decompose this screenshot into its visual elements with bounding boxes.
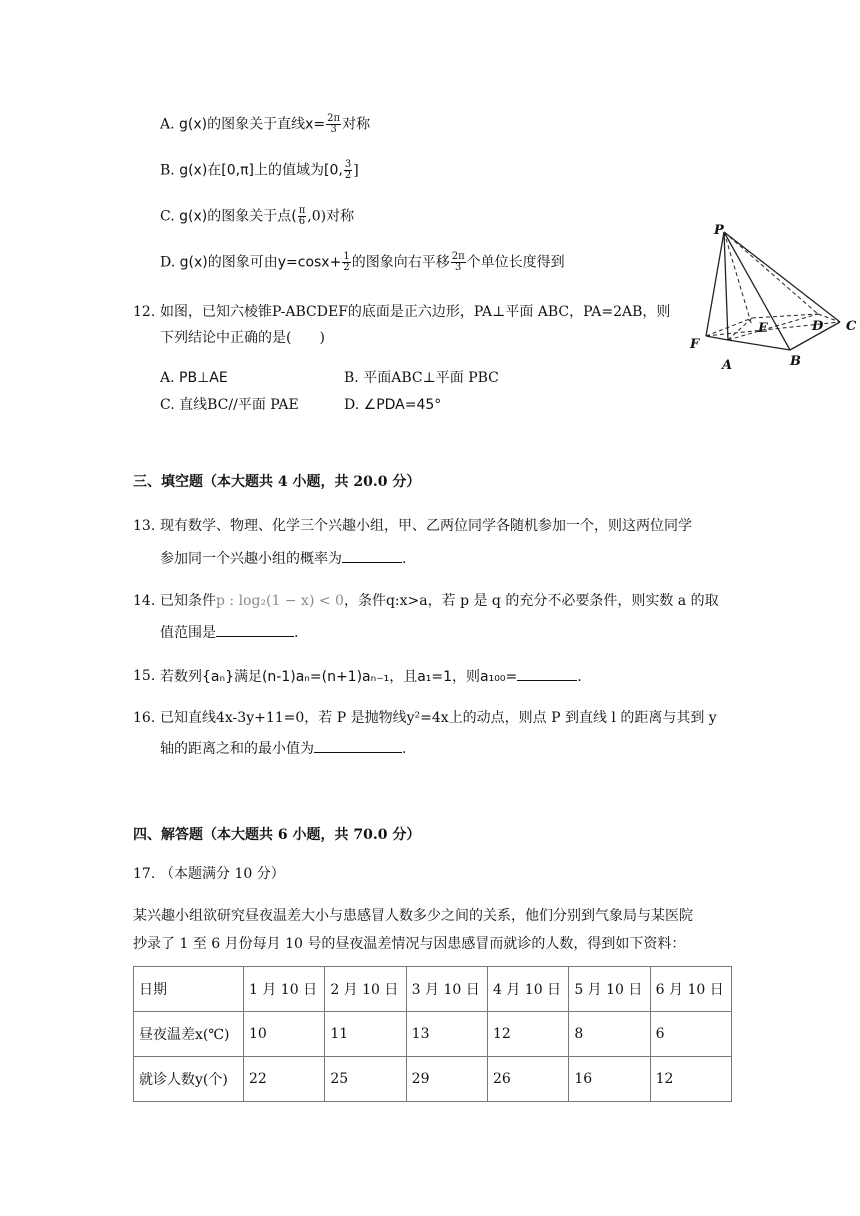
q14-line2: [160, 622, 298, 643]
numerator: 1: [343, 251, 350, 262]
table-row: [134, 1057, 732, 1102]
q17-para-line2: 抄录了 1 至 6 月份每月 10 号的昼夜温差情况与因患感冒而就诊的人数，得到如下资料：: [133, 936, 686, 952]
fraction: [342, 252, 350, 273]
q12-option-c: [160, 395, 299, 415]
table-cell: 8: [569, 1012, 650, 1057]
q14-line1: [160, 591, 719, 611]
q15-text: 若数列{aₙ}满足(n-1)aₙ=(n+1)aₙ₋₁，且a₁=1，则a₁₀₀=: [160, 669, 518, 685]
q11-option-b: [160, 160, 359, 181]
q13-line2: [160, 548, 406, 569]
numerator: π: [298, 205, 306, 216]
pyramid-figure: [686, 222, 860, 372]
option-label: C.: [160, 208, 175, 225]
table-cell: 29: [406, 1057, 487, 1102]
q14-line2-text: 值范围是: [160, 625, 216, 641]
q17-score: （本题满分 10 分）: [160, 866, 285, 882]
denominator: 3: [330, 124, 337, 135]
q11-option-a: [160, 114, 370, 135]
q15-number: 15.: [133, 668, 156, 684]
edge-pf: [706, 232, 724, 336]
table-cell: 12: [487, 1012, 568, 1057]
answer-blank: [517, 666, 577, 681]
denominator: 3: [454, 262, 462, 273]
option-text-mid: 的图象向右平移: [351, 254, 450, 271]
q14-end: .: [294, 625, 299, 641]
q16-line2: [160, 738, 406, 759]
numerator: 2π: [451, 251, 465, 262]
table-cell: 12: [650, 1057, 731, 1102]
q12-option-b: [344, 368, 499, 388]
option-label: D.: [344, 397, 360, 413]
option-label: A.: [160, 116, 175, 133]
option-text: PB⊥AE: [179, 370, 228, 386]
option-text: g(x)的图象关于直线x=: [179, 116, 326, 133]
edge-fa: [706, 336, 728, 340]
table-header-cell: 1 月 10 日: [244, 967, 325, 1012]
q11-option-d: [160, 252, 565, 273]
answer-blank: [314, 738, 402, 753]
table-header-cell: 2 月 10 日: [325, 967, 406, 1012]
denominator: 2: [344, 170, 352, 181]
option-text-end: 对称: [342, 116, 371, 133]
q14-pre: 已知条件: [160, 593, 216, 609]
option-text: 平面ABC⊥平面 PBC: [363, 370, 499, 386]
q13-number: 13.: [133, 518, 156, 534]
section-4-heading: 四、解答题（本大题共 6 小题，共 70.0 分）: [133, 827, 421, 843]
table-cell: 26: [487, 1057, 568, 1102]
option-text: ∠PDA=45°: [363, 397, 442, 413]
fraction: [451, 252, 466, 273]
q12-number: 12.: [133, 304, 156, 320]
denominator: 6: [298, 216, 306, 227]
q14-math: p : log₂(1 − x) < 0: [216, 593, 344, 609]
table-row: [134, 1012, 732, 1057]
q13-line2-text: 参加同一个兴趣小组的概率为: [160, 551, 342, 567]
edge-pa: [724, 232, 728, 340]
option-text: g(x)的图象关于点(: [179, 208, 297, 225]
q16-number: 16.: [133, 710, 156, 726]
q14-mid: ，条件q:x>a，若 p 是 q 的充分不必要条件，则实数 a 的取: [343, 593, 719, 609]
q17-number: 17.: [133, 866, 156, 882]
edge-pd: [724, 232, 818, 314]
option-label: B.: [160, 162, 175, 179]
answer-blank: [342, 548, 402, 563]
edge-pe: [724, 232, 752, 326]
answer-blank: [216, 622, 294, 637]
edge-ab: [728, 340, 790, 350]
table-header-cell: 4 月 10 日: [487, 967, 568, 1012]
table-cell: 昼夜温差x(℃): [134, 1012, 244, 1057]
edge-ae: [728, 318, 752, 340]
numerator: 3: [344, 159, 352, 170]
edge-ad: [728, 314, 818, 340]
label-c: C: [846, 319, 857, 334]
option-label: A.: [160, 370, 175, 386]
q12-option-d: [344, 395, 441, 415]
table-cell: 13: [406, 1012, 487, 1057]
q12-stem-line2: 下列结论中正确的是( ): [160, 330, 325, 346]
table-header-row: [134, 967, 732, 1012]
table-header-cell: 日期: [134, 967, 244, 1012]
option-text: g(x)在[0,π]上的值域为[0,: [179, 162, 343, 179]
label-b: B: [790, 354, 801, 369]
option-text-end: ,0)对称: [307, 208, 355, 225]
denominator: 2: [343, 262, 350, 273]
edge-ed: [752, 314, 818, 318]
option-text: g(x)的图象可由y=cosx+: [179, 254, 342, 271]
option-label: C.: [160, 397, 175, 413]
label-f: F: [690, 337, 700, 352]
table-cell: 25: [325, 1057, 406, 1102]
table-cell: 10: [244, 1012, 325, 1057]
q17-para-line1: 某兴趣小组欲研究昼夜温差大小与患感冒人数多少之间的关系，他们分别到气象局与某医院: [133, 908, 693, 924]
edge-pc: [724, 232, 840, 322]
option-text: 直线BC//平面 PAE: [179, 397, 299, 413]
option-text-end: 个单位长度得到: [466, 254, 565, 271]
table-header-cell: 6 月 10 日: [650, 967, 731, 1012]
label-p: P: [714, 223, 724, 238]
q15-line: [160, 666, 582, 687]
table-cell: 11: [325, 1012, 406, 1057]
option-label: B.: [344, 370, 359, 386]
q13-line1: 现有数学、物理、化学三个兴趣小组，甲、乙两位同学各随机参加一个，则这两位同学: [160, 518, 692, 534]
numerator: 2π: [327, 113, 341, 124]
section-3-heading: 三、填空题（本大题共 4 小题，共 20.0 分）: [133, 474, 421, 490]
q16-end: .: [402, 741, 407, 757]
q15-end: .: [577, 669, 582, 685]
option-label: D.: [160, 254, 176, 271]
table-cell: 16: [569, 1057, 650, 1102]
table-header-cell: 3 月 10 日: [406, 967, 487, 1012]
fraction: [344, 160, 352, 181]
table-header-cell: 5 月 10 日: [569, 967, 650, 1012]
q16-line2-text: 轴的距离之和的最小值为: [160, 741, 314, 757]
q16-line1: 已知直线4x-3y+11=0，若 P 是抛物线y²=4x上的动点，则点 P 到直线 l 的距离与其到 y: [160, 710, 717, 726]
table-cell: 6: [650, 1012, 731, 1057]
table-cell: 就诊人数y(个): [134, 1057, 244, 1102]
table-cell: 22: [244, 1057, 325, 1102]
q14-number: 14.: [133, 593, 156, 609]
label-e: E: [758, 321, 768, 336]
fraction: [298, 206, 307, 227]
fraction: [326, 114, 341, 135]
data-table: [133, 966, 732, 1102]
edge-pb: [724, 232, 790, 350]
label-d: D: [812, 319, 824, 334]
label-a: A: [722, 358, 733, 372]
q11-option-c: [160, 206, 354, 227]
option-text-end: ]: [353, 162, 359, 179]
q12-option-a: [160, 368, 228, 388]
q12-stem-line1: 如图，已知六棱锥P-ABCDEF的底面是正六边形，PA⊥平面 ABC，PA=2AB，则: [160, 304, 671, 320]
q13-end: .: [402, 551, 407, 567]
